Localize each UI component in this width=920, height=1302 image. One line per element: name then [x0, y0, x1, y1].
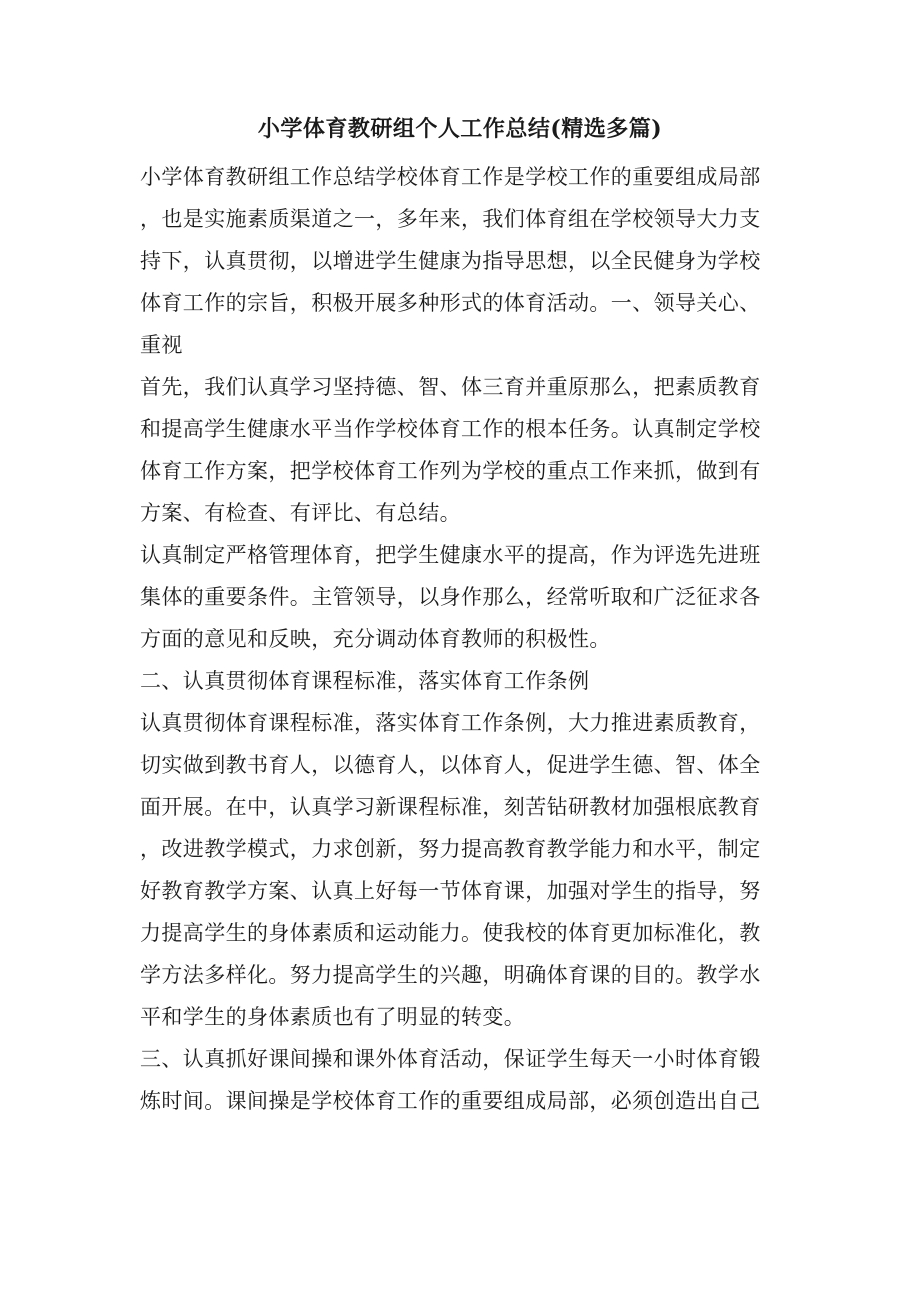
text-line: 切实做到教书育人，以德育人，以体育人，促进学生德、智、体全 — [140, 753, 761, 777]
text-line: ，也是实施素质渠道之一，多年来，我们体育组在学校领导大力支 — [140, 207, 761, 231]
text-line: 首先，我们认真学习坚持德、智、体三育并重原那么，把素质教育 — [140, 375, 761, 399]
text-line: 和提高学生健康水平当作学校体育工作的根本任务。认真制定学校 — [140, 417, 761, 441]
text-line: 持下，认真贯彻，以增进学生健康为指导思想，以全民健身为学校 — [140, 249, 761, 273]
document-title: 小学体育教研组个人工作总结(精选多篇) — [257, 116, 663, 142]
document-body — [140, 156, 774, 1122]
text-line: 平和学生的身体素质也有了明显的转变。 — [140, 1005, 526, 1029]
section-heading: 二、认真贯彻体育课程标准，落实体育工作条例 — [140, 669, 590, 693]
text-line: 认真制定严格管理体育，把学生健康水平的提高，作为评选先进班 — [140, 543, 761, 567]
text-line: 好教育教学方案、认真上好每一节体育课，加强对学生的指导，努 — [140, 879, 761, 903]
text-line: 面开展。在中，认真学习新课程标准，刻苦钻研教材加强根底教育 — [140, 795, 761, 819]
text-line: 力提高学生的身体素质和运动能力。使我校的体育更加标准化，教 — [140, 921, 761, 945]
text-line: 重视 — [140, 333, 183, 357]
text-line: 体育工作方案，把学校体育工作列为学校的重点工作来抓，做到有 — [140, 459, 761, 483]
text-line: 集体的重要条件。主管领导，以身作那么，经常听取和广泛征求各 — [140, 585, 761, 609]
text-line: 方案、有检查、有评比、有总结。 — [140, 501, 461, 525]
text-line: 学方法多样化。努力提高学生的兴趣，明确体育课的目的。教学水 — [140, 963, 761, 987]
text-line: 三、认真抓好课间操和课外体育活动，保证学生每天一小时体育锻 — [140, 1047, 761, 1071]
text-line: ，改进教学模式，力求创新，努力提高教育教学能力和水平，制定 — [140, 837, 761, 861]
text-line: 体育工作的宗旨，积极开展多种形式的体育活动。一、领导关心、 — [140, 291, 761, 315]
text-line: 方面的意见和反映，充分调动体育教师的积极性。 — [140, 627, 611, 651]
text-line: 认真贯彻体育课程标准，落实体育工作条例，大力推进素质教育， — [140, 711, 761, 735]
text-line: 小学体育教研组工作总结学校体育工作是学校工作的重要组成局部 — [140, 165, 761, 189]
text-line: 炼时间。课间操是学校体育工作的重要组成局部，必须创造出自己 — [140, 1089, 761, 1113]
